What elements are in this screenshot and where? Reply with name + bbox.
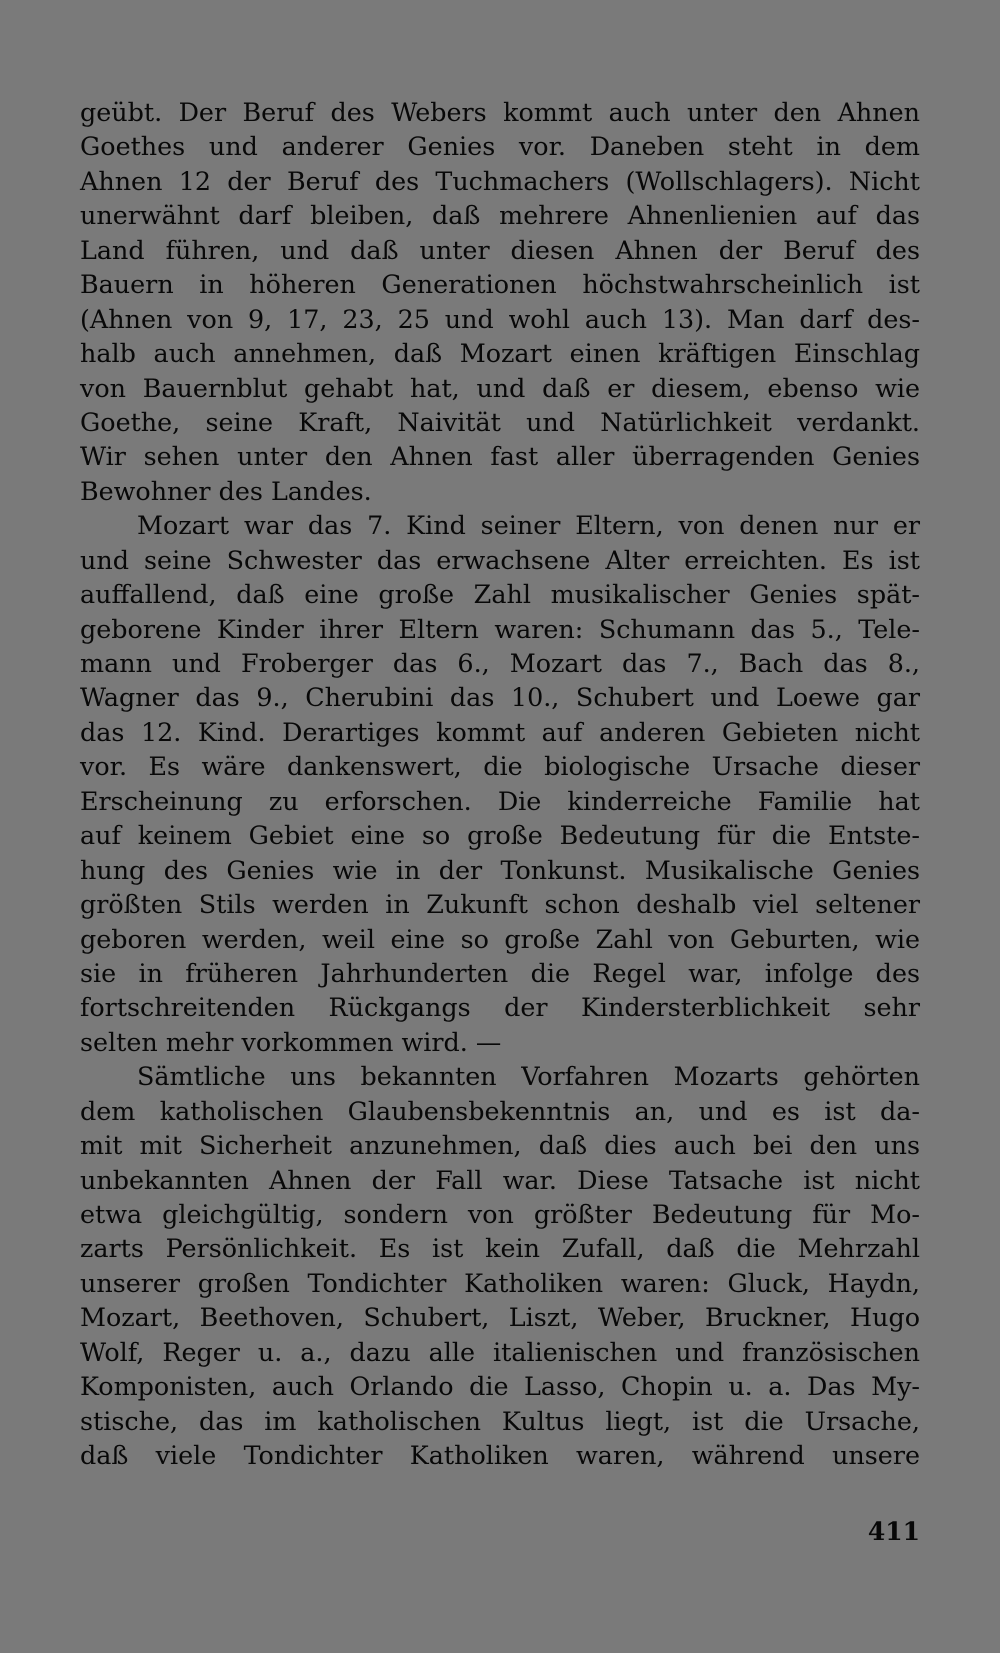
text-line: hung des Genies wie in der Tonkunst. Musikalische Genies xyxy=(80,854,920,885)
text-line: selten mehr vorkommen wird. — xyxy=(80,1026,502,1057)
text-line: unbekannten Ahnen der Fall war. Diese Tatsache ist nicht xyxy=(80,1164,920,1195)
paragraph-3 xyxy=(80,1059,920,1472)
text-line: stische, das im katholischen Kultus liegt, ist die Ursache, xyxy=(80,1405,920,1436)
text-line: Mozart, Beethoven, Schubert, Liszt, Weber, Bruckner, Hugo xyxy=(80,1302,920,1333)
text-line: sie in früheren Jahrhunderten die Regel war, infolge des xyxy=(80,957,920,988)
text-line: Ahnen 12 der Beruf des Tuchmachers (Wollschlagers). Nicht xyxy=(80,165,920,196)
text-line: das 12. Kind. Derartiges kommt auf anderen Gebieten nicht xyxy=(80,716,920,747)
text-line: Wolf, Reger u. a., dazu alle italienischen und französischen xyxy=(80,1336,920,1367)
page-text xyxy=(80,95,920,1473)
text-line: Bewohner des Landes. xyxy=(80,475,372,506)
text-line: Wagner das 9., Cherubini das 10., Schubert und Loewe gar xyxy=(80,682,920,713)
text-line: größten Stils werden in Zukunft schon deshalb viel seltener xyxy=(80,889,920,920)
text-line: halb auch annehmen, daß Mozart einen kräftigen Einschlag xyxy=(80,338,920,369)
text-line: mann und Froberger das 6., Mozart das 7., Bach das 8., xyxy=(80,648,920,678)
text-line: Komponisten, auch Orlando die Lasso, Chopin u. a. Das My- xyxy=(80,1371,920,1402)
text-line: vor. Es wäre dankenswert, die biologische Ursache dieser xyxy=(80,751,920,782)
text-line: Goethes und anderer Genies vor. Daneben steht in dem xyxy=(80,131,920,162)
text-line: auffallend, daß eine große Zahl musikalischer Genies spät- xyxy=(80,579,920,610)
text-line: und seine Schwester das erwachsene Alter erreichten. Es ist xyxy=(80,544,920,575)
text-line: geübt. Der Beruf des Webers kommt auch unter den Ahnen xyxy=(80,97,920,127)
text-line: geborene Kinder ihrer Eltern waren: Schumann das 5., Tele- xyxy=(80,613,920,644)
text-line: daß viele Tondichter Katholiken waren, während unsere xyxy=(80,1440,920,1471)
text-line: Goethe, seine Kraft, Naivität und Natürlichkeit verdankt. xyxy=(80,406,920,437)
paragraph-2 xyxy=(80,508,920,1059)
text-line: Wir sehen unter den Ahnen fast aller überragenden Genies xyxy=(80,441,920,472)
text-line: mit mit Sicherheit anzunehmen, daß dies auch bei den uns xyxy=(80,1130,920,1161)
text-line: etwa gleichgültig, sondern von größter Bedeutung für Mo- xyxy=(80,1199,920,1229)
text-line: von Bauernblut gehabt hat, und daß er diesem, ebenso wie xyxy=(80,372,920,403)
text-line: geboren werden, weil eine so große Zahl von Geburten, wie xyxy=(80,923,920,954)
text-line: Land führen, und daß unter diesen Ahnen der Beruf des xyxy=(80,234,920,265)
text-line: Sämtliche uns bekannten Vorfahren Mozarts gehörten xyxy=(137,1061,920,1092)
text-line: (Ahnen von 9, 17, 23, 25 und wohl auch 13). Man darf des- xyxy=(80,303,920,334)
text-line: dem katholischen Glaubensbekenntnis an, und es ist da- xyxy=(80,1095,920,1126)
text-line: Mozart war das 7. Kind seiner Eltern, von denen nur er xyxy=(137,510,920,541)
text-line: unerwähnt darf bleiben, daß mehrere Ahnenlienien auf das xyxy=(80,200,920,231)
text-line: Bauern in höheren Generationen höchstwahrscheinlich ist xyxy=(80,269,920,300)
text-line: auf keinem Gebiet eine so große Bedeutung für die Entste- xyxy=(80,820,920,851)
text-line: unserer großen Tondichter Katholiken waren: Gluck, Haydn, xyxy=(80,1267,920,1298)
page-number: 411 xyxy=(867,1517,920,1546)
text-line: Erscheinung zu erforschen. Die kinderreiche Familie hat xyxy=(80,785,920,816)
text-line: fortschreitenden Rückgangs der Kindersterblichkeit sehr xyxy=(80,992,920,1023)
text-line: zarts Persönlichkeit. Es ist kein Zufall, daß die Mehrzahl xyxy=(80,1233,920,1264)
paragraph-1 xyxy=(80,95,920,508)
